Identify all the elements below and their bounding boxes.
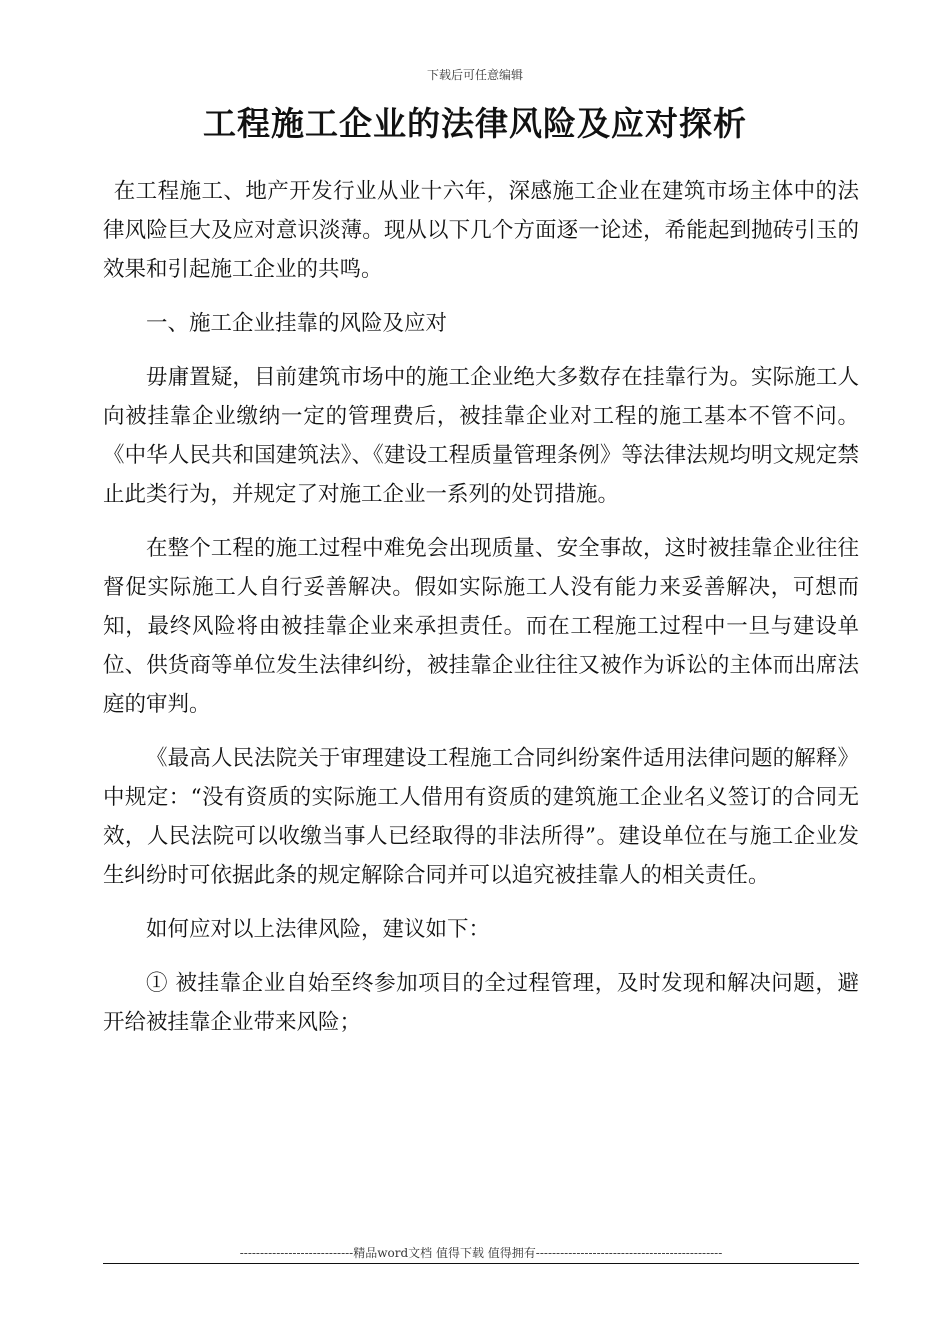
footer-divider: [103, 1263, 859, 1264]
document-title: 工程施工企业的法律风险及应对探析: [203, 104, 747, 143]
paragraph-intro: 在工程施工、地产开发行业从业十六年，深感施工企业在建筑市场主体中的法律风险巨大及应对意识淡薄。现从以下几个方面逐一论述，希能起到抛砖引玉的效果和引起施工企业的共鸣。: [103, 179, 859, 282]
section-heading-1: 一、施工企业挂靠的风险及应对: [146, 311, 448, 336]
paragraph: 在整个工程的施工过程中难免会出现质量、安全事故，这时被挂靠企业往往督促实际施工人自行妥善解决。假如实际施工人没有能力来妥善解决，可想而知，最终风险将由被挂靠企业来承担责任。而在工程施工过程中一旦与建设单位、供货商等单位发生法律纠纷，被挂靠企业往往又被作为诉讼的主体而出席法庭的审判。: [103, 536, 859, 717]
footer-note: ----------------------------精品word文档 值得下载 值得拥有----------------------------------------------: [239, 1246, 723, 1260]
paragraph: 《最高人民法院关于审理建设工程施工合同纠纷案件适用法律问题的解释》中规定：“没有资质的实际施工人借用有资质的建筑施工企业名义签订的合同无效，人民法院可以收缴当事人已经取得的非法所得”。建设单位在与施工企业发生纠纷时可依据此条的规定解除合同并可以追究被挂靠人的相关责任。: [103, 746, 859, 888]
paragraph: 毋庸置疑，目前建筑市场中的施工企业绝大多数存在挂靠行为。实际施工人向被挂靠企业缴纳一定的管理费后，被挂靠企业对工程的施工基本不管不问。《中华人民共和国建筑法》、《建设工程质量管理条例》等法律法规均明文规定禁止此类行为，并规定了对施工企业一系列的处罚措施。: [103, 365, 859, 507]
header-note: 下载后可任意编辑: [426, 68, 523, 82]
document-body: [103, 172, 859, 1057]
paragraph: 如何应对以上法律风险，建议如下：: [146, 917, 491, 942]
list-item: ① 被挂靠企业自始至终参加项目的全过程管理，及时发现和解决问题，避开给被挂靠企业带来风险；: [103, 971, 859, 1035]
